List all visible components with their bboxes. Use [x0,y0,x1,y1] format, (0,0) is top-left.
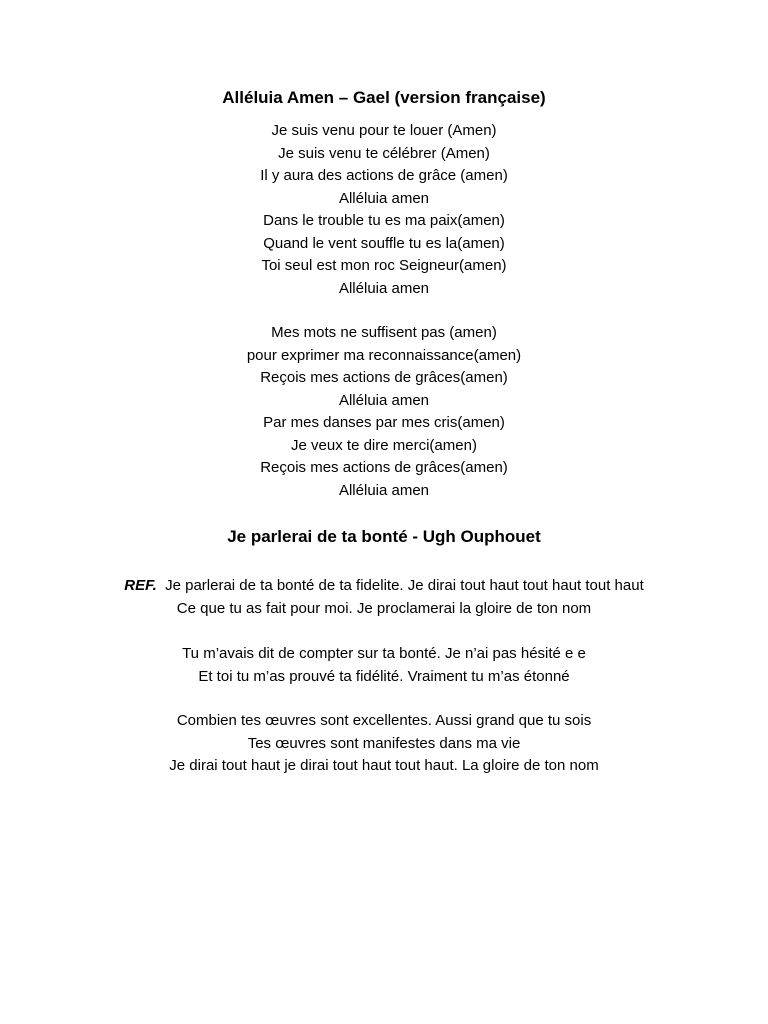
lyrics-stanza [0,710,768,778]
lyric-line: Je suis venu pour te louer (Amen) [271,122,497,139]
refrain-text: Je parlerai de ta bonté de ta fidelite. Je dirai tout haut tout haut tout haut [165,577,644,594]
lyric-line: Alléluia amen [338,481,430,499]
refrain-line: Ce que tu as fait pour moi. Je proclamerai la gloire de ton nom [176,599,592,617]
lyric-line: Tu m’avais dit de compter sur ta bonté. Je n’ai pas hésité e e [182,645,586,662]
song-title: Alléluia Amen – Gael (version française) [222,88,546,107]
lyric-line: Dans le trouble tu es ma paix(amen) [263,212,505,229]
lyric-line: pour exprimer ma reconnaissance(amen) [246,346,522,364]
lyric-line: Par mes danses par mes cris(amen) [263,414,505,431]
lyric-line: Combien tes œuvres sont excellentes. Aussi grand que tu sois [176,712,592,729]
lyric-line: Quand le vent souffle tu es la(amen) [263,234,505,252]
lyric-line: Je suis venu te célébrer (Amen) [278,144,490,162]
lyric-line: Reçois mes actions de grâces(amen) [260,459,508,476]
lyric-line: Alléluia amen [338,391,430,409]
lyric-line: Reçois mes actions de grâces(amen) [260,369,508,386]
lyric-line: Je veux te dire merci(amen) [291,436,477,454]
refrain-line [0,575,768,598]
lyric-line: Toi seul est mon roc Seigneur(amen) [261,257,507,274]
lyric-line: Je dirai tout haut je dirai tout haut tout haut. La gloire de ton nom [169,757,599,774]
lyric-line: Tes œuvres sont manifestes dans ma vie [247,734,521,752]
refrain-label: REF. [124,577,157,594]
lyrics-stanza [0,120,768,300]
lyric-line: Il y aura des actions de grâce (amen) [260,167,508,184]
refrain-block [0,575,768,620]
song-title: Je parlerai de ta bonté - Ugh Ouphouet [227,527,541,546]
lyrics-stanza [0,643,768,688]
lyric-line: Alléluia amen [338,279,430,297]
lyric-line: Alléluia amen [338,189,430,207]
lyric-line: Et toi tu m’as prouvé ta fidélité. Vraiment tu m’as étonné [198,667,570,685]
lyrics-stanza [0,322,768,502]
lyric-line: Mes mots ne suffisent pas (amen) [271,324,497,341]
